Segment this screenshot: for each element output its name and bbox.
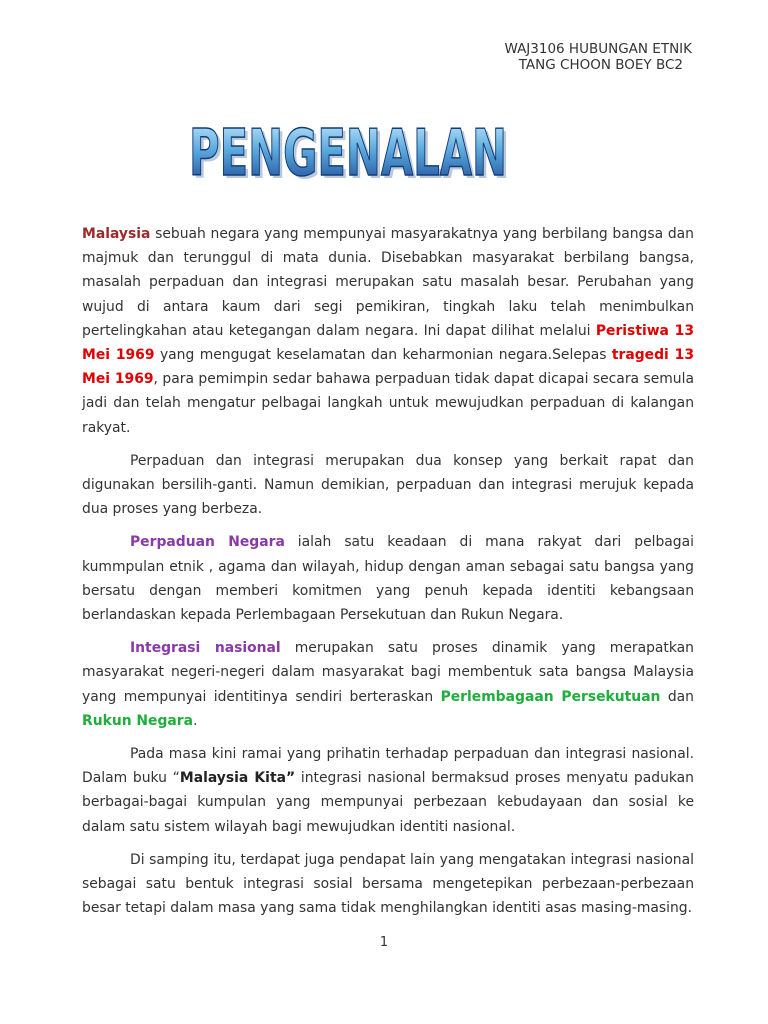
- paragraph-6: [82, 848, 694, 921]
- paragraph-text: ialah satu keadaan di mana rakyat dari pelbagai kummpulan etnik , agama dan wilayah, hidup dengan aman sebagai satu bangsa yang bersatu dengan memberi komitmen yang penuh kepada identiti kebangsaan berlandaskan kepada Perlembagaan Persekutuan dan Rukun Negara.: [82, 534, 694, 624]
- page-title-shadow: PENGENALAN: [192, 120, 510, 194]
- page-title: [168, 104, 528, 200]
- term-peristiwa-13-mei: Peristiwa 13 Mei 1969: [82, 322, 694, 364]
- paragraph-2: [82, 449, 694, 522]
- document-header: [504, 41, 692, 73]
- paragraph-text: yang mengugat keselamatan dan keharmonian negara.Selepas: [154, 347, 612, 364]
- term-perpaduan-negara: Perpaduan Negara: [130, 534, 285, 551]
- header-course: WAJ3106 HUBUNGAN ETNIK: [504, 41, 692, 57]
- paragraph-text: sebuah negara yang mempunyai masyarakatnya yang berbilang bangsa dan majmuk dan terunggul di mata dunia. Disebabkan masyarakat berbilang bangsa, masalah perpaduan dan integrasi merupakan satu masalah besar. Perubahan yang wujud di antara kaum dari segi pemikiran, tingkah laku telah menimbulkan pertelingkahan atau ketegangan dalam negara. Ini dapat dilihat melalui: [82, 226, 694, 339]
- paragraph-text: , para pemimpin sedar bahawa perpaduan tidak dapat dicapai secara semula jadi dan telah mengatur pelbagai langkah untuk mewujudkan perpaduan di kalangan rakyat.: [82, 371, 694, 436]
- term-perlembagaan-persekutuan: Perlembagaan Persekutuan: [440, 688, 661, 705]
- term-malaysia-kita: Malaysia Kita”: [179, 770, 296, 787]
- paragraph-text: merupakan satu proses dinamik yang merapatkan masyarakat negeri-negeri dalam masyarakat bagi membentuk sata bangsa Malaysia yang mempunyai identitinya sendiri berteraskan: [82, 640, 694, 705]
- paragraph-5: [82, 742, 694, 839]
- term-malaysia: Malaysia: [82, 226, 151, 242]
- paragraph-text: .: [193, 712, 198, 729]
- paragraph-text: Di samping itu, terdapat juga pendapat lain yang mengatakan integrasi nasional sebagai satu bentuk integrasi sosial bersama mengetepikan perbezaan-perbezaan besar tetapi dalam masa yang sama tidak menghilangkan identiti asas masing-masing.: [82, 851, 694, 917]
- term-integrasi-nasional: Integrasi nasional: [130, 640, 281, 657]
- page-title-text: PENGENALAN: [189, 117, 507, 191]
- term-tragedi-13-mei: tragedi 13 Mei 1969: [82, 347, 694, 388]
- paragraph-text: integrasi nasional bermaksud proses menyatu padukan berbagai-bagai kumpulan yang mempunyai perbezaan kebudayaan dan sosial ke dalam satu sistem wilayah bagi mewujudkan identiti nasional.: [82, 770, 694, 835]
- paragraph-1: [82, 222, 694, 440]
- header-author: TANG CHOON BOEY BC2: [518, 57, 683, 73]
- paragraph-3: [82, 530, 694, 627]
- paragraph-text: dan: [660, 688, 694, 705]
- page-number: 1: [379, 935, 389, 950]
- paragraph-text: Pada masa kini ramai yang prihatin terhadap perpaduan dan integrasi nasional. Dalam buku “: [82, 746, 694, 787]
- document-body: [82, 222, 694, 929]
- paragraph-4: [82, 636, 694, 733]
- term-rukun-negara: Rukun Negara: [82, 712, 194, 729]
- paragraph-text: Perpaduan dan integrasi merupakan dua konsep yang berkait rapat dan digunakan bersilih-ganti. Namun demikian, perpaduan dan integrasi merujuk kepada dua proses yang berbeza.: [82, 452, 694, 518]
